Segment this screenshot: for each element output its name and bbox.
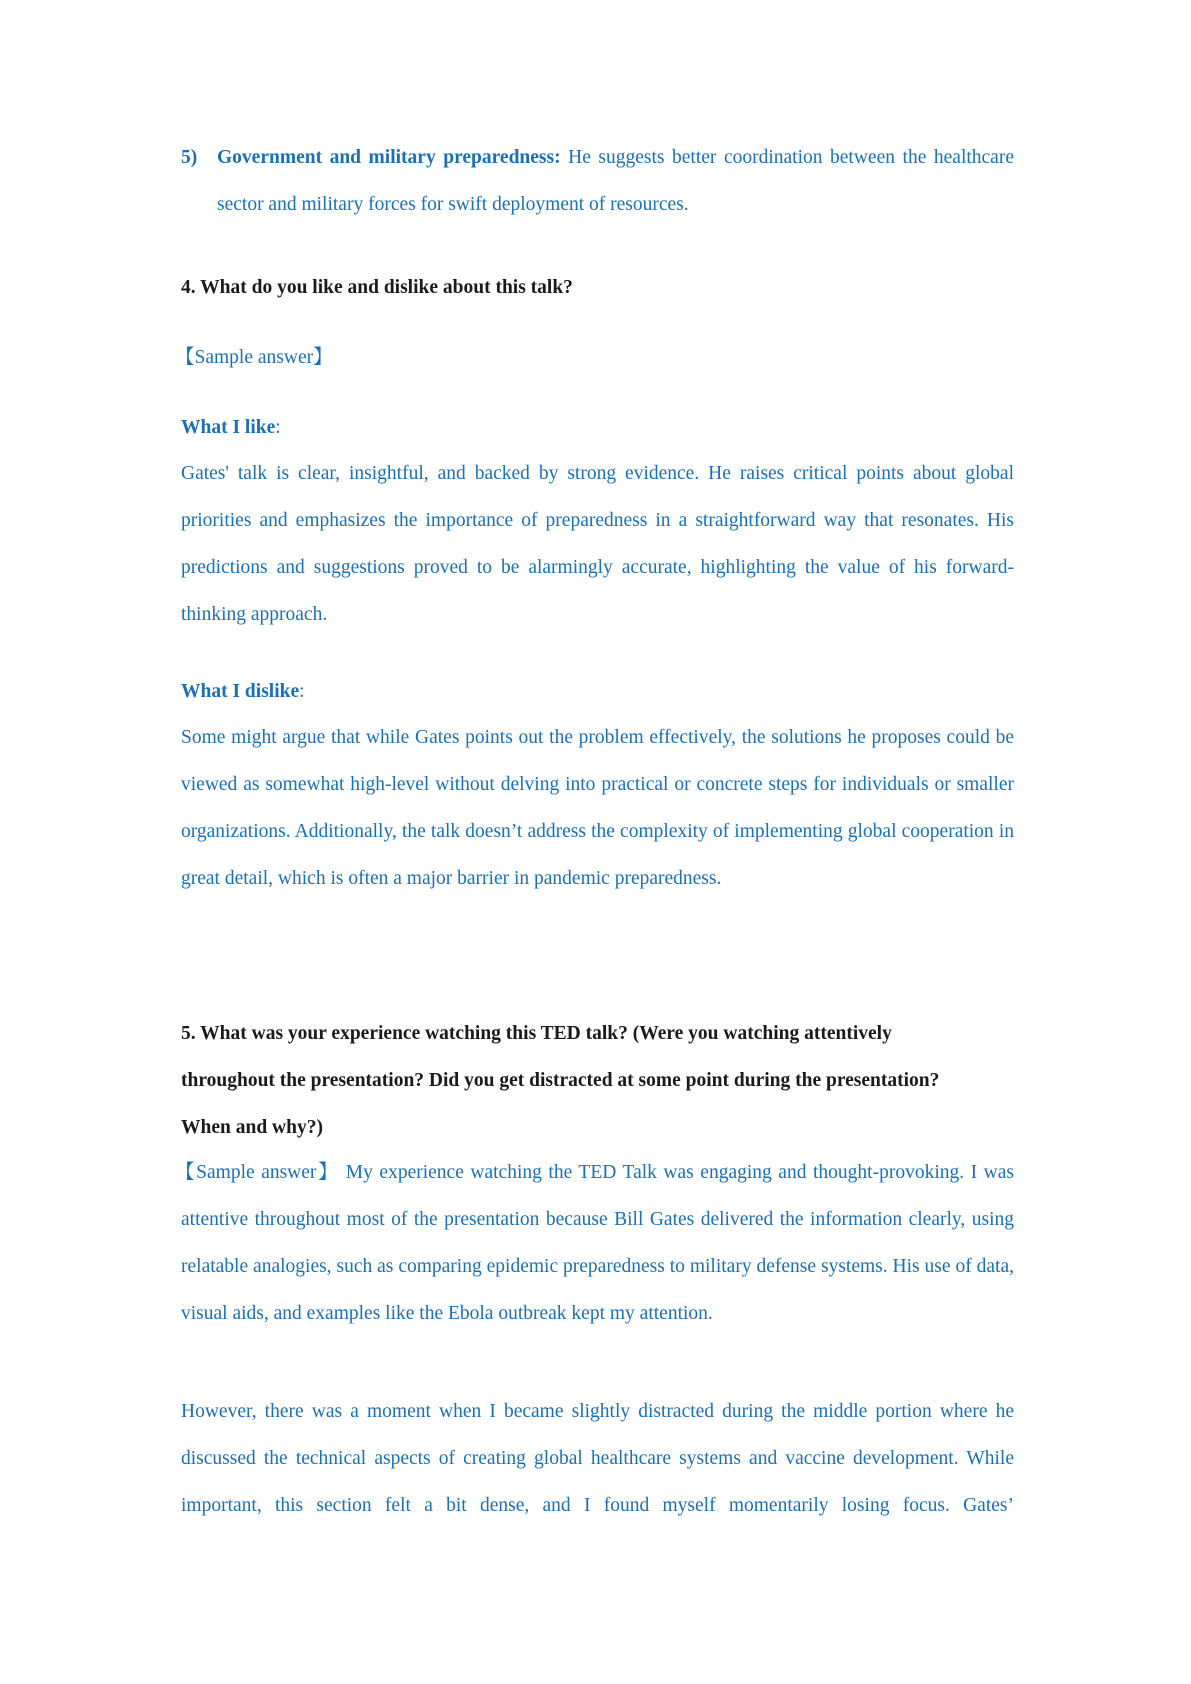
like-label-text: What I like <box>181 417 276 438</box>
list-item-title: Government and military preparedness: <box>217 147 561 168</box>
dislike-label <box>181 668 1014 715</box>
list-item-5 <box>181 134 1014 228</box>
sample-answer-label: 【Sample answer】 <box>175 347 333 368</box>
dislike-label-colon: : <box>299 681 305 702</box>
like-label-colon: : <box>275 417 281 438</box>
list-item-body <box>217 134 1014 228</box>
dislike-label-text: What I dislike <box>181 681 300 702</box>
document-page <box>175 0 1015 1684</box>
question-5-heading: 5. What was your experience watching this TED talk? (Were you watching attentively throughout the presentation? Did you get distracted at some point during the presentation? When and why?) <box>181 1023 940 1138</box>
q5-answer-paragraph-2: However, there was a moment when I became slightly distracted during the middle portion where he discussed the technical aspects of creating global healthcare systems and vaccine development. While important, this section felt a bit dense, and I found myself momentarily losing focus. Gates’ <box>181 1401 1014 1516</box>
like-label <box>181 404 1014 451</box>
q5-sample-answer-label: 【Sample answer】 <box>175 1162 340 1183</box>
question-4-heading: 4. What do you like and dislike about this talk? <box>181 277 573 298</box>
q5-answer-text-1: My experience watching the TED Talk was engaging and thought-provoking. I was attentive throughout most of the presentation because Bill Gates delivered the information clearly, using relatable analogies, such as comparing epidemic preparedness to military defense systems. His use of data, visual aids, and examples like the Ebola outbreak kept my attention. <box>181 1162 1015 1324</box>
list-item-text: He suggests better coordination between the healthcare sector and military forces for swift deployment of resources. <box>217 147 1014 215</box>
dislike-paragraph: Some might argue that while Gates points out the problem effectively, the solutions he proposes could be viewed as somewhat high-level without delving into practical or concrete steps for individuals or smaller organizations. Additionally, the talk doesn’t address the complexity of implementing global cooperation in great detail, which is often a major barrier in pandemic preparedness. <box>181 727 1014 889</box>
list-item-number: 5) <box>181 147 198 168</box>
q5-answer-paragraph-1 <box>175 1149 1015 1337</box>
like-paragraph: Gates' talk is clear, insightful, and backed by strong evidence. He raises critical points about global priorities and emphasizes the importance of preparedness in a straightforward way that resonates. His predictions and suggestions proved to be alarmingly accurate, highlighting the value of his forward-thinking approach. <box>181 463 1014 625</box>
